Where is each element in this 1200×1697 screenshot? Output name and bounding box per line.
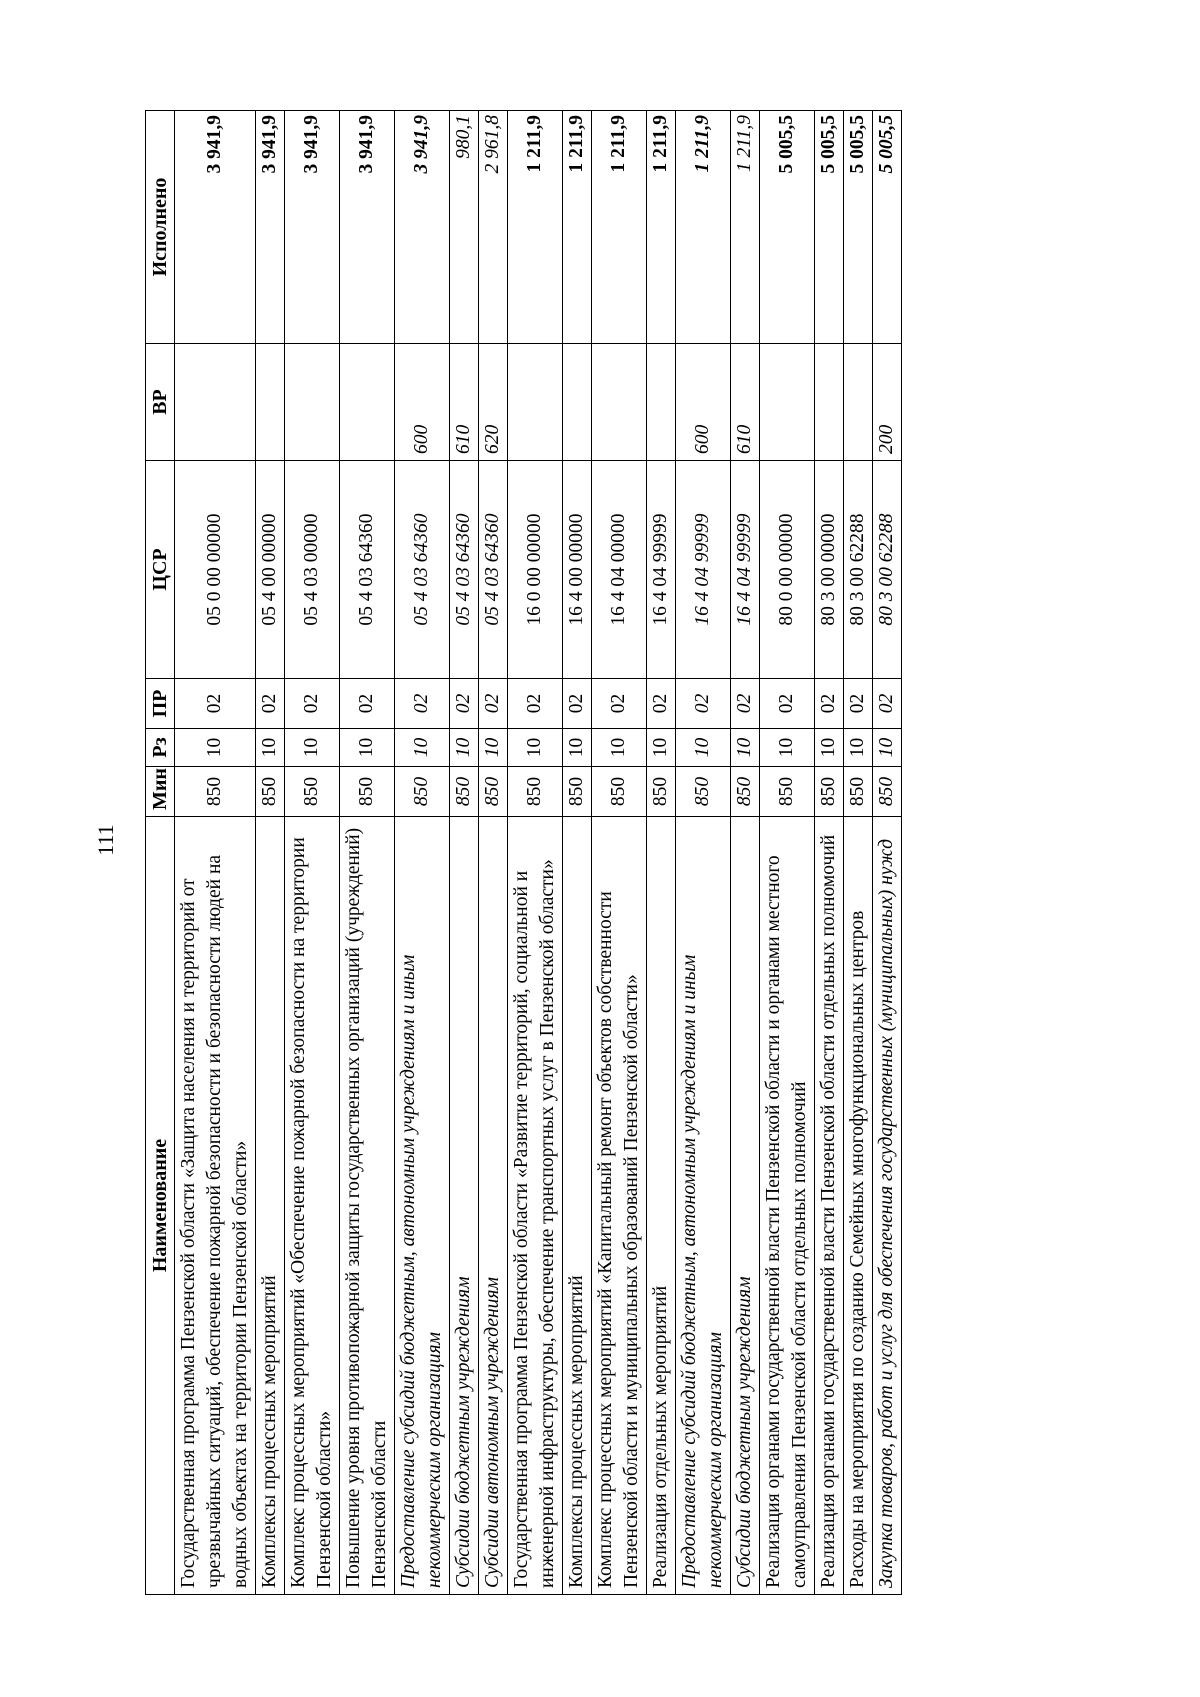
cell-name: Реализация органами государственной власти Пензенской области и органами местного самоуправления Пензенской области отдельных полномочий [760, 817, 815, 1595]
cell-csr: 80 3 00 00000 [815, 461, 844, 679]
table-header-row [146, 111, 175, 1595]
cell-vr: 200 [873, 344, 902, 461]
cell-csr: 05 4 00 00000 [256, 461, 285, 679]
cell-pr: 02 [285, 679, 340, 729]
cell-name: Закупка товаров, работ и услуг для обеспечения государственных (муниципальных) нужд [873, 817, 902, 1595]
header-vr: ВР [146, 344, 175, 461]
cell-name: Комплекс процессных мероприятий «Капитальный ремонт объектов собственности Пензенской области и муниципальных образований Пензенской области» [592, 817, 647, 1595]
cell-rz: 10 [563, 729, 592, 767]
cell-executed: 3 941,9 [175, 111, 256, 344]
cell-executed: 3 941,9 [340, 111, 395, 344]
cell-vr: 610 [731, 344, 760, 461]
rotated-table-container [145, 111, 1045, 1595]
cell-min: 850 [873, 767, 902, 817]
cell-name: Субсидии бюджетным учреждениям [450, 817, 479, 1595]
cell-min: 850 [450, 767, 479, 817]
table-row [508, 111, 563, 1595]
cell-csr: 80 3 00 62288 [873, 461, 902, 679]
cell-name: Комплекс процессных мероприятий «Обеспечение пожарной безопасности на территории Пензенской области» [285, 817, 340, 1595]
cell-pr: 02 [479, 679, 508, 729]
table-row [731, 111, 760, 1595]
table-row [563, 111, 592, 1595]
cell-pr: 02 [873, 679, 902, 729]
cell-min: 850 [479, 767, 508, 817]
cell-csr: 05 4 03 64360 [395, 461, 450, 679]
cell-name: Субсидии автономным учреждениям [479, 817, 508, 1595]
budget-table [145, 110, 902, 1595]
header-executed: Исполнено [146, 111, 175, 344]
cell-rz: 10 [592, 729, 647, 767]
table-row [395, 111, 450, 1595]
cell-min: 850 [395, 767, 450, 817]
cell-name: Реализация отдельных мероприятий [647, 817, 676, 1595]
cell-rz: 10 [731, 729, 760, 767]
table-row [647, 111, 676, 1595]
cell-executed: 1 211,9 [508, 111, 563, 344]
cell-pr: 02 [676, 679, 731, 729]
cell-executed: 5 005,5 [760, 111, 815, 344]
cell-pr: 02 [844, 679, 873, 729]
cell-pr: 02 [563, 679, 592, 729]
table-row [873, 111, 902, 1595]
cell-min: 850 [563, 767, 592, 817]
cell-min: 850 [592, 767, 647, 817]
table-row [760, 111, 815, 1595]
cell-rz: 10 [508, 729, 563, 767]
cell-pr: 02 [592, 679, 647, 729]
cell-rz: 10 [676, 729, 731, 767]
table-row [676, 111, 731, 1595]
cell-name: Государственная программа Пензенской области «Защита населения и территорий от чрезвычайных ситуаций, обеспечение пожарной безопасности и безопасности людей на водных объектах на территории Пензенской области» [175, 817, 256, 1595]
cell-rz: 10 [815, 729, 844, 767]
cell-min: 850 [508, 767, 563, 817]
table-row [450, 111, 479, 1595]
table-row [340, 111, 395, 1595]
cell-min: 850 [647, 767, 676, 817]
cell-name: Повышение уровня противопожарной защиты государственных организаций (учреждений) Пензенской области [340, 817, 395, 1595]
cell-vr [508, 344, 563, 461]
cell-executed: 1 211,9 [731, 111, 760, 344]
cell-vr [256, 344, 285, 461]
cell-csr: 80 0 00 00000 [760, 461, 815, 679]
cell-csr: 05 4 03 64360 [479, 461, 508, 679]
cell-min: 850 [815, 767, 844, 817]
header-csr: ЦСР [146, 461, 175, 679]
cell-csr: 05 4 03 00000 [285, 461, 340, 679]
cell-vr: 620 [479, 344, 508, 461]
cell-pr: 02 [508, 679, 563, 729]
cell-vr [815, 344, 844, 461]
table-row [844, 111, 873, 1595]
cell-name: Реализация органами государственной власти Пензенской области отдельных полномочий [815, 817, 844, 1595]
cell-pr: 02 [450, 679, 479, 729]
cell-min: 850 [676, 767, 731, 817]
cell-pr: 02 [340, 679, 395, 729]
cell-executed: 3 941,9 [395, 111, 450, 344]
cell-pr: 02 [731, 679, 760, 729]
cell-vr: 610 [450, 344, 479, 461]
cell-min: 850 [760, 767, 815, 817]
table-row [815, 111, 844, 1595]
cell-vr [760, 344, 815, 461]
cell-pr: 02 [647, 679, 676, 729]
cell-pr: 02 [175, 679, 256, 729]
cell-rz: 10 [175, 729, 256, 767]
cell-name: Комплексы процессных мероприятий [563, 817, 592, 1595]
table-row [592, 111, 647, 1595]
cell-pr: 02 [256, 679, 285, 729]
cell-min: 850 [285, 767, 340, 817]
cell-name: Предоставление субсидий бюджетным, автономным учреждениям и иным некоммерческим организациям [395, 817, 450, 1595]
cell-vr [563, 344, 592, 461]
table-row [285, 111, 340, 1595]
cell-vr: 600 [395, 344, 450, 461]
cell-vr [592, 344, 647, 461]
cell-name: Предоставление субсидий бюджетным, автономным учреждениям и иным некоммерческим организациям [676, 817, 731, 1595]
cell-name: Комплексы процессных мероприятий [256, 817, 285, 1595]
cell-min: 850 [731, 767, 760, 817]
cell-executed: 1 211,9 [563, 111, 592, 344]
cell-executed: 980,1 [450, 111, 479, 344]
cell-pr: 02 [760, 679, 815, 729]
cell-executed: 5 005,5 [844, 111, 873, 344]
cell-pr: 02 [815, 679, 844, 729]
cell-rz: 10 [395, 729, 450, 767]
cell-min: 850 [340, 767, 395, 817]
cell-min: 850 [256, 767, 285, 817]
cell-executed: 1 211,9 [647, 111, 676, 344]
header-rz: Рз [146, 729, 175, 767]
cell-executed: 5 005,5 [873, 111, 902, 344]
cell-csr: 05 0 00 00000 [175, 461, 256, 679]
cell-name: Государственная программа Пензенской области «Развитие территорий, социальной и инженерной инфраструктуры, обеспечение транспортных услуг в Пензенской области» [508, 817, 563, 1595]
cell-csr: 16 4 04 99999 [676, 461, 731, 679]
cell-csr: 16 4 04 99999 [647, 461, 676, 679]
cell-executed: 5 005,5 [815, 111, 844, 344]
header-pr: ПР [146, 679, 175, 729]
cell-csr: 16 4 04 00000 [592, 461, 647, 679]
cell-vr [340, 344, 395, 461]
cell-rz: 10 [647, 729, 676, 767]
page-number: 111 [93, 824, 118, 856]
cell-vr [844, 344, 873, 461]
cell-vr [647, 344, 676, 461]
cell-rz: 10 [760, 729, 815, 767]
cell-rz: 10 [285, 729, 340, 767]
cell-executed: 2 961,8 [479, 111, 508, 344]
cell-min: 850 [175, 767, 256, 817]
cell-executed: 1 211,9 [592, 111, 647, 344]
cell-csr: 16 4 04 99999 [731, 461, 760, 679]
cell-executed: 3 941,9 [285, 111, 340, 344]
cell-executed: 3 941,9 [256, 111, 285, 344]
cell-rz: 10 [479, 729, 508, 767]
cell-executed: 1 211,9 [676, 111, 731, 344]
cell-rz: 10 [450, 729, 479, 767]
header-min: Мин [146, 767, 175, 817]
cell-rz: 10 [844, 729, 873, 767]
cell-csr: 80 3 00 62288 [844, 461, 873, 679]
table-row [175, 111, 256, 1595]
cell-min: 850 [844, 767, 873, 817]
table-row [479, 111, 508, 1595]
cell-rz: 10 [340, 729, 395, 767]
cell-csr: 05 4 03 64360 [340, 461, 395, 679]
cell-csr: 16 4 00 00000 [563, 461, 592, 679]
cell-vr [285, 344, 340, 461]
table-row [256, 111, 285, 1595]
cell-vr [175, 344, 256, 461]
cell-name: Расходы на мероприятия по созданию Семейных многофункциональных центров [844, 817, 873, 1595]
cell-csr: 05 4 03 64360 [450, 461, 479, 679]
header-name: Наименование [146, 817, 175, 1595]
cell-pr: 02 [395, 679, 450, 729]
cell-csr: 16 0 00 00000 [508, 461, 563, 679]
cell-rz: 10 [873, 729, 902, 767]
cell-vr: 600 [676, 344, 731, 461]
cell-name: Субсидии бюджетным учреждениям [731, 817, 760, 1595]
cell-rz: 10 [256, 729, 285, 767]
